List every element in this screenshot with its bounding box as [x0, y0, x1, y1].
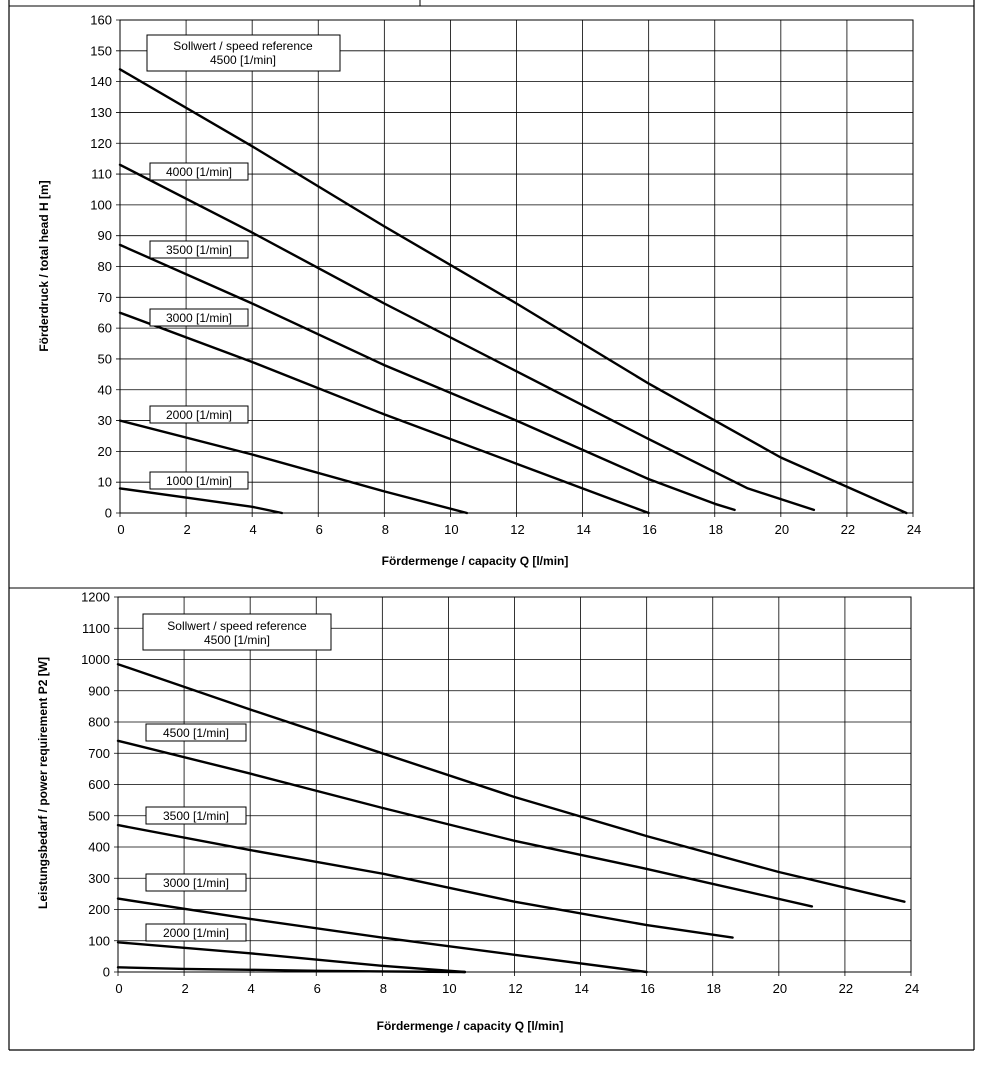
head-chart-y-tick-label: 90 [97, 228, 112, 244]
power-chart-y-tick-label: 1100 [82, 620, 110, 636]
head-chart-y-tick-label: 120 [90, 135, 112, 151]
head-chart-y-tick-label: 50 [97, 351, 112, 367]
head-chart-y-tick-label: 70 [97, 289, 112, 305]
power-chart-legend-line-1: Sollwert / speed reference [167, 619, 307, 633]
power-chart-x-tick-label: 10 [442, 981, 457, 996]
head-chart-series [120, 69, 906, 513]
head-chart-legend-line-1: Sollwert / speed reference [173, 39, 313, 53]
head-chart-x-tick-label: 12 [510, 522, 525, 537]
head-chart-y-axis-label: Förderdruck / total head H [m] [37, 180, 51, 352]
power-chart-y-tick-label: 400 [88, 839, 110, 855]
power-chart-grid [114, 597, 911, 976]
head-chart-y-tick-label: 110 [91, 166, 112, 182]
power-chart-curve-label: 2000 [1/min] [162, 926, 230, 940]
power-chart-y-axis-label: Leistungsbedarf / power requirement P2 [W] [36, 656, 50, 910]
power-chart-x-tick-label: 0 [115, 981, 123, 996]
power-chart-y-tick-label: 1000 [81, 652, 110, 667]
head-chart-legend-line-2: 4500 [1/min] [209, 53, 277, 67]
head-chart-y-tick-label: 130 [90, 104, 112, 120]
power-chart-x-tick-label: 18 [706, 981, 721, 996]
power-chart-y-tick-label: 300 [88, 870, 110, 886]
power-chart-x-tick-label: 16 [640, 981, 655, 996]
head-chart-x-tick-label: 6 [315, 522, 323, 537]
power-chart-x-ticks [115, 981, 919, 996]
power-chart-y-tick-label: 800 [88, 714, 110, 730]
power-chart-y-tick-label: 700 [88, 745, 110, 761]
head-chart-y-tick-label: 100 [90, 197, 112, 213]
head-chart-x-tick-label: 24 [906, 522, 922, 537]
power-chart-curve-label: 4500 [1/min] [162, 726, 230, 740]
head-chart-x-tick-label: 10 [444, 522, 459, 537]
power-chart [36, 590, 919, 1034]
head-chart-x-tick-label: 14 [576, 522, 591, 537]
head-chart-y-tick-label: 40 [97, 382, 112, 398]
head-chart-x-tick-label: 8 [381, 522, 389, 537]
power-chart-x-tick-label: 14 [574, 981, 589, 996]
power-chart-legend-box [143, 614, 331, 650]
power-chart-x-tick-label: 22 [838, 981, 854, 996]
head-chart-legend-box [147, 35, 340, 71]
power-chart-y-tick-label: 900 [88, 683, 110, 699]
head-chart-x-tick-label: 4 [249, 522, 257, 537]
head-chart-series-line [120, 165, 814, 510]
head-chart-curve-label: 4000 [1/min] [165, 165, 233, 179]
power-chart-y-tick-label: 600 [88, 777, 110, 792]
head-chart-x-tick-label: 0 [117, 522, 125, 537]
power-chart-x-tick-label: 20 [772, 981, 788, 996]
head-chart-y-tick-label: 30 [97, 413, 112, 429]
head-chart-x-axis-label: Fördermenge / capacity Q [l/min] [381, 554, 569, 568]
head-chart-curve-label: 2000 [1/min] [165, 408, 233, 422]
head-chart-y-ticks [90, 13, 112, 521]
head-chart-x-tick-label: 2 [183, 522, 191, 537]
head-chart-curve-label: 3500 [1/min] [165, 243, 233, 257]
power-chart-x-tick-label: 6 [313, 981, 321, 996]
power-chart-y-ticks [81, 590, 110, 980]
head-chart-x-tick-label: 16 [642, 522, 657, 537]
head-chart-y-tick-label: 140 [90, 74, 112, 90]
head-chart-curve-label: 1000 [1/min] [165, 474, 233, 488]
power-chart-legend-line-2: 4500 [1/min] [203, 633, 271, 647]
head-chart-series-line [120, 245, 735, 510]
power-chart-x-tick-label: 8 [379, 981, 387, 996]
head-chart-x-tick-label: 18 [708, 522, 723, 537]
head-chart-series-line [120, 488, 282, 513]
power-chart-y-tick-label: 200 [88, 902, 110, 917]
head-chart-x-tick-label: 20 [774, 522, 790, 537]
head-chart-grid [116, 20, 913, 517]
head-chart-x-tick-label: 22 [840, 522, 856, 537]
head-chart-y-tick-label: 150 [90, 43, 112, 59]
head-chart-curve-label: 3000 [1/min] [165, 311, 233, 325]
power-chart-y-tick-label: 1200 [81, 589, 110, 605]
power-chart-x-tick-label: 2 [181, 981, 189, 996]
power-chart-x-tick-label: 4 [247, 981, 255, 996]
head-chart-y-tick-label: 160 [90, 12, 112, 28]
power-chart-series-line [118, 664, 904, 902]
head-chart-x-ticks [117, 522, 921, 537]
power-chart-x-axis-label: Fördermenge / capacity Q [l/min] [376, 1019, 564, 1033]
power-chart-y-tick-label: 100 [88, 933, 110, 949]
power-chart-curve-label: 3500 [1/min] [162, 809, 230, 823]
head-chart [37, 13, 921, 569]
head-chart-series-line [120, 69, 906, 513]
head-chart-y-tick-label: 0 [104, 505, 112, 521]
head-chart-y-tick-label: 20 [97, 443, 112, 459]
head-chart-series-line [120, 421, 467, 513]
power-chart-x-tick-label: 24 [904, 981, 920, 996]
power-chart-x-tick-label: 12 [508, 981, 523, 996]
head-chart-y-tick-label: 80 [97, 259, 112, 274]
power-chart-y-tick-label: 500 [88, 808, 110, 824]
head-chart-y-tick-label: 60 [97, 320, 112, 336]
power-chart-y-tick-label: 0 [102, 964, 110, 980]
head-chart-y-tick-label: 10 [97, 474, 112, 490]
power-chart-curve-label: 3000 [1/min] [162, 876, 230, 890]
